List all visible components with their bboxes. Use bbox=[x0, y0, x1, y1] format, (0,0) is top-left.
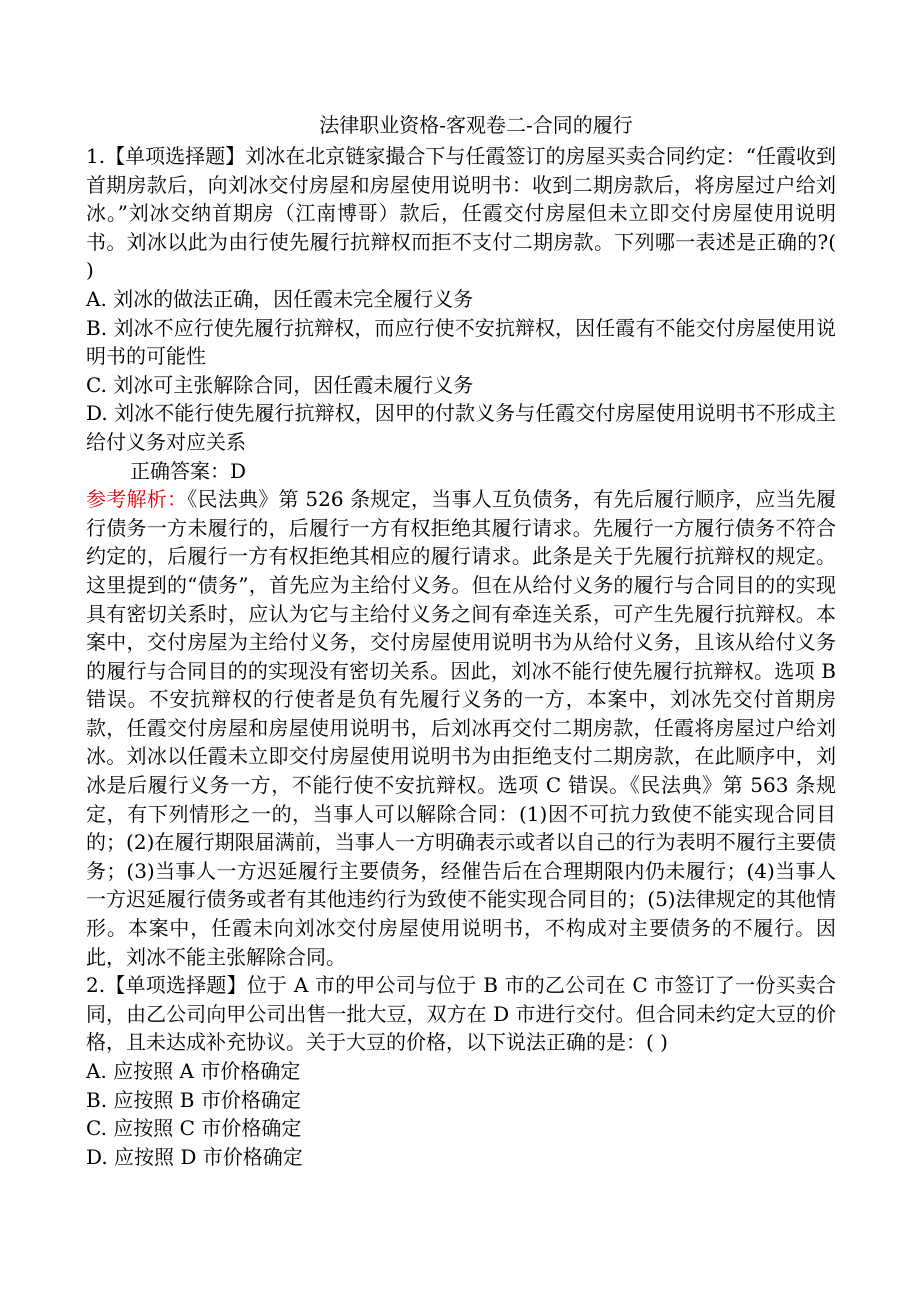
question-1-option-d: D. 刘冰不能行使先履行抗辩权，因甲的付款义务与任霞交付房屋使用说明书不形成主给付义务对应关系 bbox=[86, 401, 836, 454]
question-1-explanation bbox=[86, 485, 836, 971]
question-1-option-b: B. 刘冰不应行使先履行抗辩权，而应行使不安抗辩权，因任霞有不能交付房屋使用说明书的可能性 bbox=[86, 315, 836, 369]
document-page bbox=[86, 110, 836, 1171]
question-2-option-c: C. 应按照 C 市价格确定 bbox=[86, 1116, 302, 1141]
explanation-text: 《民法典》第 526 条规定，当事人互负债务，有先后履行顺序，应当先履行债务一方未履行的，后履行一方有权拒绝其履行请求。先履行一方履行债务不符合约定的，后履行一方有权拒绝其相应的履行请求。此条是关于先履行抗辩权的规定。这里提到的“债务”，首先应为主给付义务。但在从给付义务的履行与合同目的的实现具有密切关系时，应认为它与主给付义务之间有牵连关系，可产生先履行抗辩权。本案中，交付房屋为主给付义务，交付房屋使用说明书为从给付义务，且该从给付义务的履行与合同目的的实现没有密切关系。因此，刘冰不能行使先履行抗辩权。选项 B 错误。不安抗辩权的行使者是负有先履行义务的一方，本案中，刘冰先交付首期房款，任霞交付房屋和房屋使用说明书，后刘冰再交付二期房款，任霞将房屋过户给刘冰。刘冰以任霞未立即交付房屋使用说明书为由拒绝支付二期房款，在此顺序中，刘冰是后履行义务一方，不能行使不安抗辩权。选项 C 错误。《民法典》第 563 条规定，有下列情形之一的，当事人可以解除合同：(1)因不可抗力致使不能实现合同目的；(2)在履行期限届满前，当事人一方明确表示或者以自己的行为表明不履行主要债务；(3)当事人一方迟延履行主要债务，经催告后在合理期限内仍未履行；(4)当事人一方迟延履行债务或者有其他违约行为致使不能实现合同目的；(5)法律规定的其他情形。本案中，任霞未向刘冰交付房屋使用说明书，不构成对主要债务的不履行。因此，刘冰不能主张解除合同。 bbox=[86, 487, 836, 969]
explanation-label: 参考解析： bbox=[86, 487, 188, 512]
question-1-stem: 1.【单项选择题】刘冰在北京链家撮合下与任霞签订的房屋买卖合同约定：“任霞收到首期房款后，向刘冰交付房屋和房屋使用说明书：收到二期房款后，将房屋过户给刘冰。”刘冰交纳首期房（江南博哥）款后，任霞交付房屋但未立即交付房屋使用说明书。刘冰以此为由行使先履行抗辩权而拒不支付二期房款。下列哪一表述是正确的?( ) bbox=[86, 144, 836, 283]
question-2-stem: 2.【单项选择题】位于 A 市的甲公司与位于 B 市的乙公司在 C 市签订了一份买卖合同，由乙公司向甲公司出售一批大豆，双方在 D 市进行交付。但合同未约定大豆的价格，且未达成补充协议。关于大豆的价格，以下说法正确的是：( ) bbox=[86, 973, 836, 1055]
question-2-option-d: D. 应按照 D 市价格确定 bbox=[86, 1144, 303, 1169]
question-2-option-a: A. 应按照 A 市价格确定 bbox=[86, 1059, 301, 1083]
question-2 bbox=[86, 971, 836, 1171]
question-1-option-a: A. 刘冰的做法正确，因任霞未完全履行义务 bbox=[86, 286, 474, 311]
question-1-answer: 正确答案：D bbox=[130, 458, 247, 483]
question-1 bbox=[86, 142, 836, 971]
question-1-option-c: C. 刘冰可主张解除合同，因任霞未履行义务 bbox=[86, 372, 474, 397]
question-2-option-b: B. 应按照 B 市价格确定 bbox=[86, 1087, 301, 1112]
document-title: 法律职业资格-客观卷二-合同的履行 bbox=[319, 113, 633, 137]
